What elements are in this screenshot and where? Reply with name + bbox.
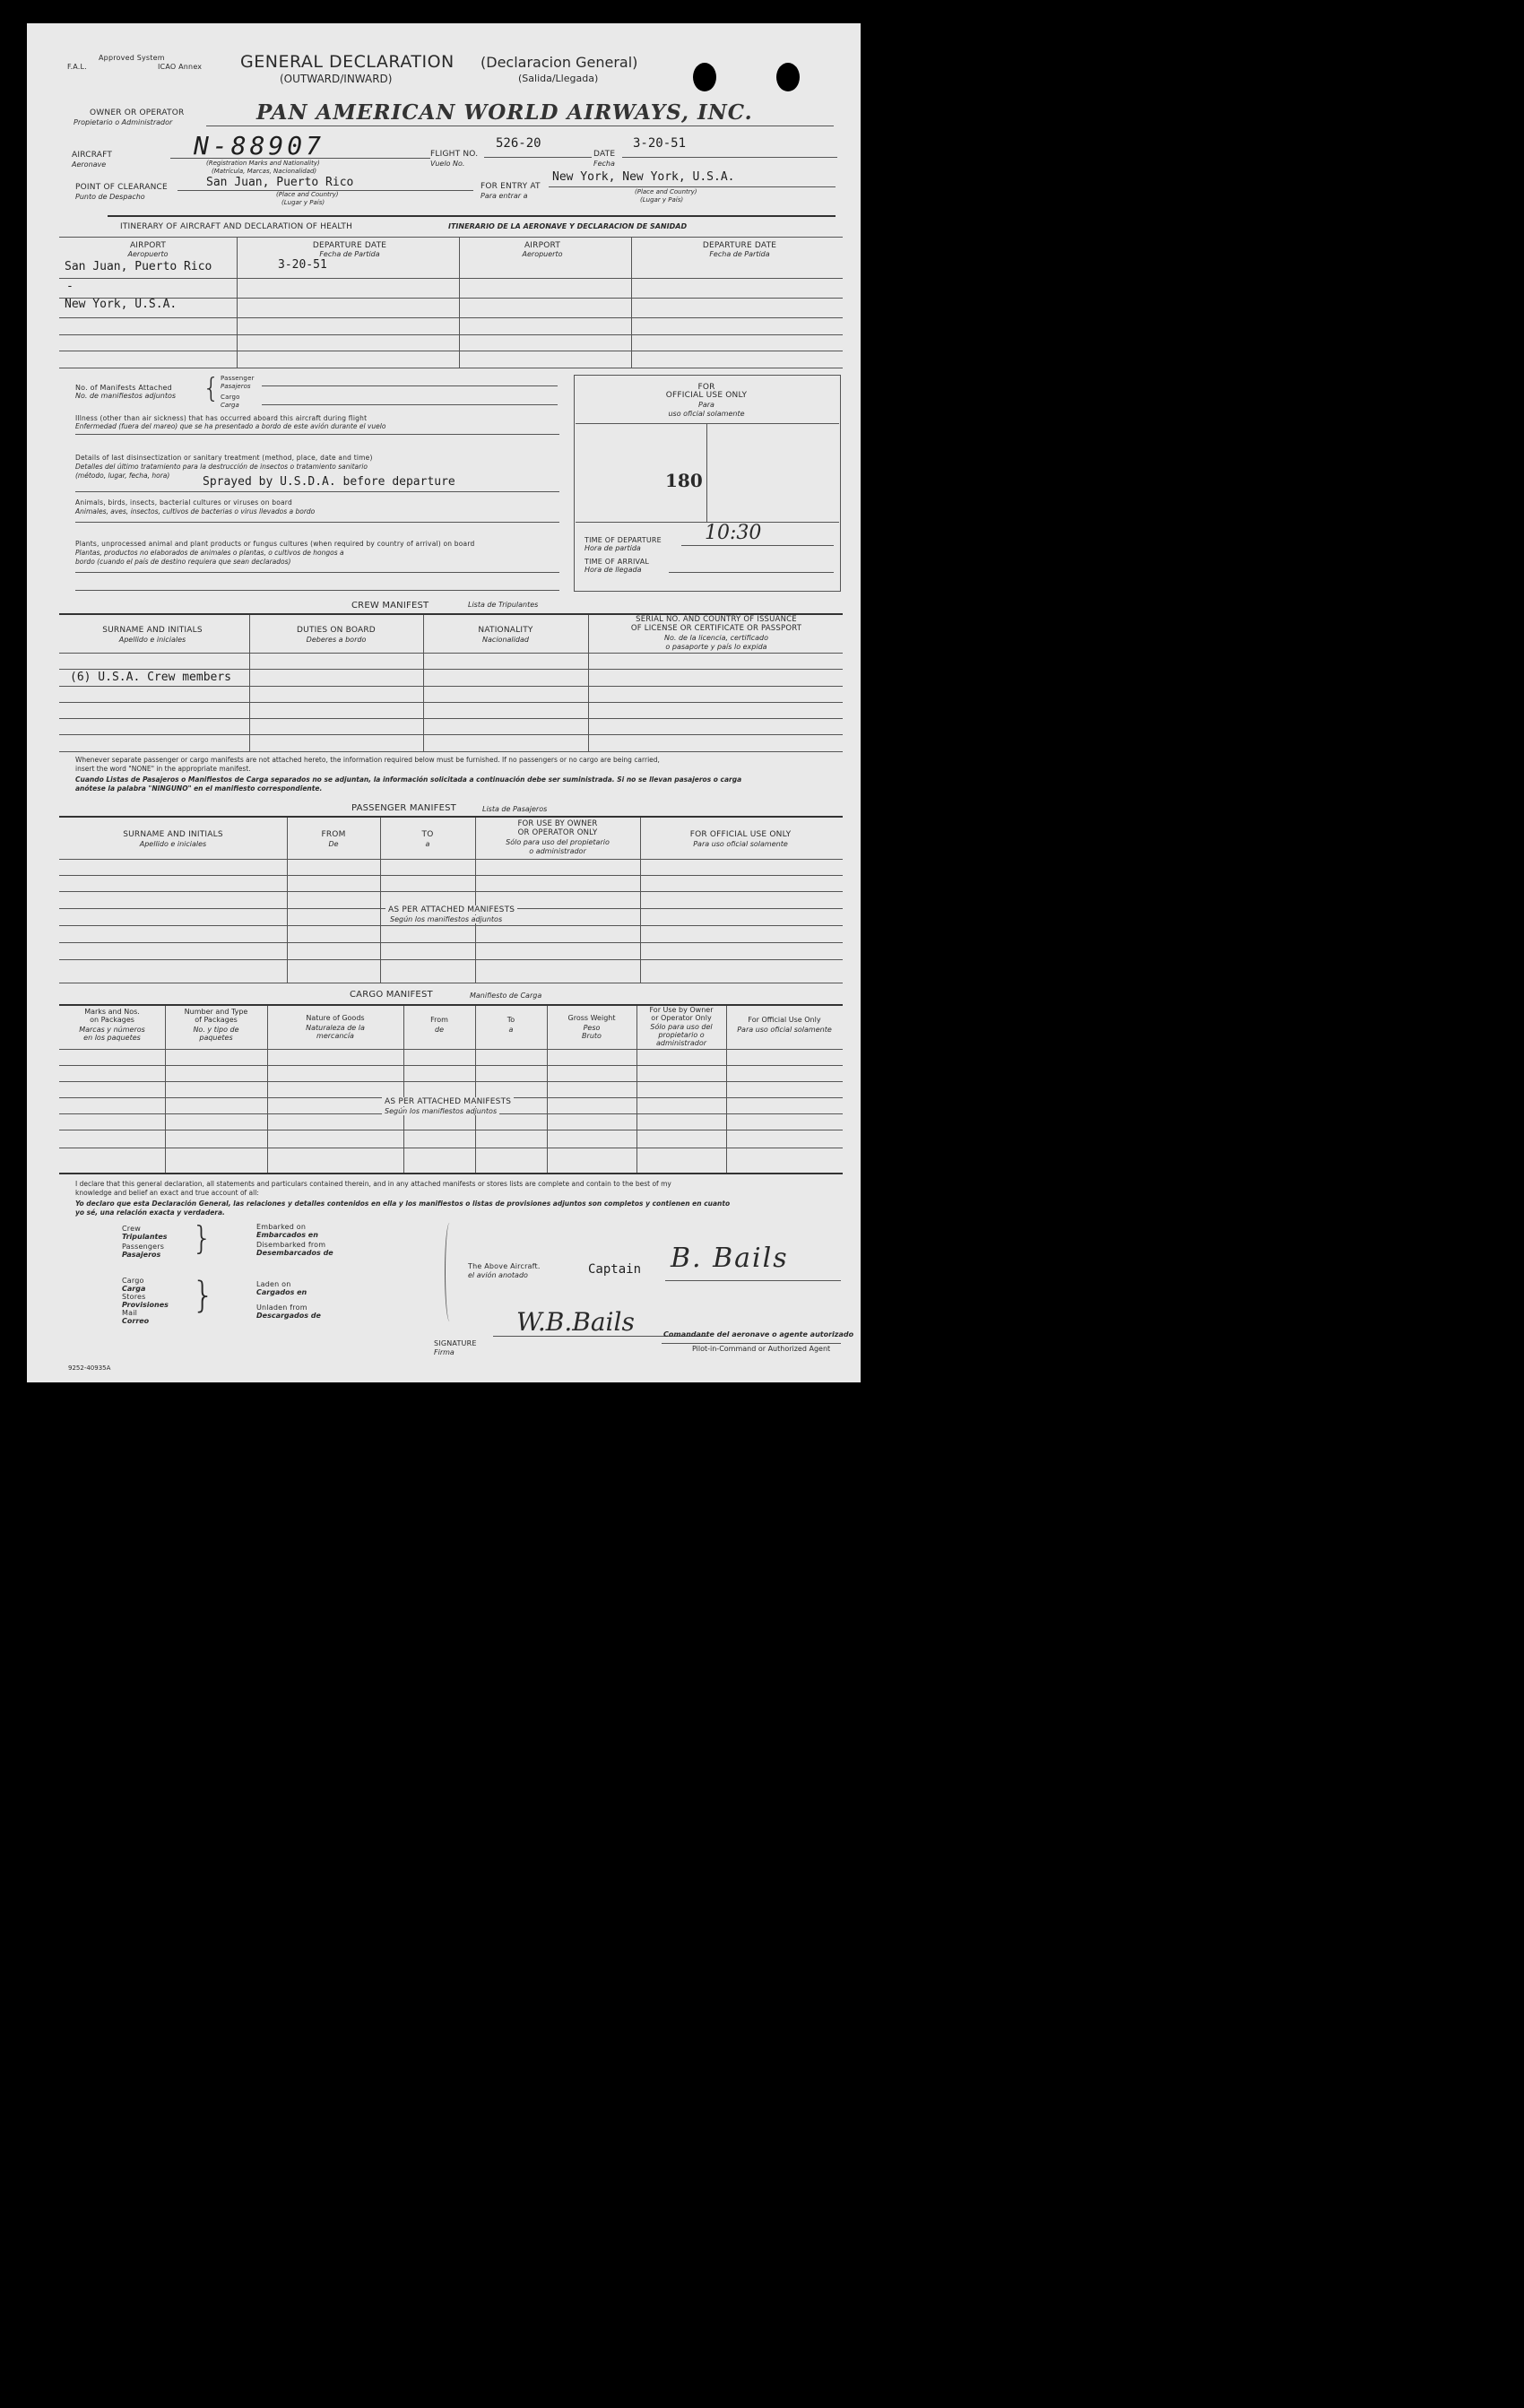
arrival-time-label-es: Hora de llegada bbox=[584, 566, 642, 574]
cargo-col8: For Official Use Only bbox=[748, 1016, 821, 1024]
entry-label-es: Para entrar a bbox=[481, 192, 528, 200]
cargo-attached: AS PER ATTACHED MANIFESTS bbox=[382, 1097, 514, 1106]
role-line bbox=[662, 1343, 841, 1344]
pax-col3-es: a bbox=[425, 840, 430, 848]
clearance-value: San Juan, Puerto Rico bbox=[206, 176, 354, 189]
animals-label: Animals, birds, insects, bacterial cultures or viruses on board bbox=[75, 498, 292, 507]
itin-col-departure: DEPARTURE DATE bbox=[312, 241, 387, 250]
cargo-col6-es: Peso bbox=[583, 1024, 601, 1032]
cargo-col7-es: Sólo para uso del bbox=[650, 1023, 713, 1031]
totals-laden: Laden on bbox=[256, 1280, 291, 1288]
plants-label-es2: bordo (cuando el país de destino requiera que sean declarados) bbox=[75, 558, 291, 566]
flight-value: 526-20 bbox=[496, 136, 541, 151]
brace: } bbox=[192, 1275, 215, 1316]
entry-sub-es: (Lugar y País) bbox=[640, 196, 684, 204]
passenger-manifest-line bbox=[262, 385, 558, 386]
aircraft-sub-es: (Matrícula, Marcas, Nacionalidad) bbox=[212, 168, 317, 175]
crew-rule bbox=[59, 751, 843, 752]
big-brace bbox=[445, 1223, 455, 1321]
entry-line bbox=[549, 186, 836, 187]
crew-rule bbox=[59, 686, 843, 687]
departure-time-label-es: Hora de partida bbox=[584, 544, 641, 552]
form-title: GENERAL DECLARATION bbox=[240, 52, 455, 72]
pax-col4: FOR USE BY OWNER bbox=[517, 819, 598, 828]
itin-row1-airport: San Juan, Puerto Rico bbox=[65, 260, 212, 273]
disinsect-label-es2: (método, lugar, fecha, hora) bbox=[75, 472, 170, 480]
itinerary-top-rule bbox=[108, 215, 836, 217]
plants-label-es: Plantas, productos no elaborados de animales o plantas, o cultivos de hongos a bbox=[75, 549, 344, 557]
totals-cargo-es: Carga bbox=[122, 1285, 146, 1293]
notice-es: Cuando Listas de Pasajeros o Manifiestos de Carga separados no se adjuntan, la información solicitada a continuación debe ser suministrada. Si no se llevan pasajeros o carga bbox=[75, 775, 742, 784]
punch-hole bbox=[776, 63, 800, 91]
cargo-col2-es2: paquetes bbox=[199, 1034, 233, 1042]
cargo-col1-es2: en los paquetes bbox=[83, 1034, 141, 1042]
disinsect-label: Details of last disinsectization or sanitary treatment (method, place, date and time) bbox=[75, 454, 373, 462]
crew-col-divider bbox=[423, 615, 424, 751]
crew-col3: NATIONALITY bbox=[478, 626, 533, 635]
totals-disembarked: Disembarked from bbox=[256, 1241, 326, 1249]
itin-col-airport-2-es: Aeropuerto bbox=[522, 250, 563, 258]
pax-col-divider bbox=[287, 818, 288, 983]
totals-unladen: Unladen from bbox=[256, 1304, 307, 1312]
crew-col4: SERIAL NO. AND COUNTRY OF ISSUANCE bbox=[636, 615, 797, 624]
signature-label-es: Firma bbox=[434, 1348, 455, 1356]
itin-col-divider bbox=[237, 237, 238, 368]
plants-label: Plants, unprocessed animal and plant products or fungus cultures (when required by country of arrival) on board bbox=[75, 540, 475, 548]
itinerary-header-line bbox=[59, 237, 843, 238]
above-aircraft: The Above Aircraft. bbox=[468, 1262, 541, 1270]
crew-col2-es: Deberes a bordo bbox=[306, 636, 367, 644]
cargo-col2: Number and Type bbox=[184, 1008, 248, 1016]
manifests-label-es: No. de manifiestos adjuntos bbox=[75, 392, 177, 400]
pax-col1: SURNAME AND INITIALS bbox=[123, 830, 223, 839]
crew-rule bbox=[59, 669, 843, 670]
captain-line bbox=[665, 1280, 841, 1281]
signature-label: SIGNATURE bbox=[434, 1339, 477, 1347]
official-number: 180 bbox=[665, 470, 703, 491]
pax-col-divider bbox=[475, 818, 476, 983]
pax-col3: TO bbox=[421, 830, 434, 839]
official-inner-line bbox=[576, 423, 839, 424]
passenger-top-rule bbox=[59, 816, 843, 818]
crew-title-es: Lista de Tripulantes bbox=[468, 601, 539, 609]
itin-rule bbox=[59, 317, 843, 318]
pax-rule bbox=[59, 891, 843, 892]
crew-col4-es2: o pasaporte y país lo expida bbox=[665, 643, 767, 651]
cargo-attached-es: Según los manifiestos adjuntos bbox=[382, 1107, 499, 1115]
cargo-col1: Marks and Nos. bbox=[84, 1008, 140, 1016]
pax-attached-es: Según los manifiestos adjuntos bbox=[387, 915, 505, 923]
passenger-title: PASSENGER MANIFEST bbox=[351, 803, 456, 813]
official-inner-divider bbox=[706, 423, 707, 522]
cargo-col5: To bbox=[507, 1016, 515, 1024]
departure-time-label: TIME OF DEPARTURE bbox=[584, 536, 662, 544]
pax-rule bbox=[59, 859, 843, 860]
passenger-label-es: Pasajeros bbox=[221, 383, 251, 390]
passenger-title-es: Lista de Pasajeros bbox=[482, 805, 548, 813]
cargo-col7: For Use by Owner bbox=[649, 1006, 714, 1014]
pax-col-divider bbox=[380, 818, 381, 983]
clearance-label: POINT OF CLEARANCE bbox=[75, 183, 168, 192]
pax-attached: AS PER ATTACHED MANIFESTS bbox=[385, 905, 517, 914]
animals-label-es: Animales, aves, insectos, cultivos de bacterias o virus llevados a bordo bbox=[75, 507, 316, 515]
itin-rule bbox=[59, 334, 843, 335]
cargo-title: CARGO MANIFEST bbox=[350, 990, 433, 1000]
totals-unladen-es: Descargados de bbox=[256, 1312, 321, 1320]
totals-embarked: Embarked on bbox=[256, 1223, 307, 1231]
disinsect-line bbox=[75, 491, 559, 492]
totals-embarked-es: Embarcados en bbox=[256, 1231, 318, 1239]
cargo-col7b: or Operator Only bbox=[651, 1014, 712, 1022]
form-number: 9252-40935A bbox=[68, 1364, 111, 1372]
itin-col-divider bbox=[459, 237, 460, 368]
itin-col-airport-2: AIRPORT bbox=[524, 241, 561, 250]
cargo-col1-es: Marcas y números bbox=[79, 1026, 145, 1034]
crew-rule bbox=[59, 653, 843, 654]
captain-label: Captain bbox=[588, 1262, 642, 1277]
cargo-col8-es: Para uso oficial solamente bbox=[737, 1026, 832, 1034]
departure-time-value: 10:30 bbox=[705, 522, 762, 544]
owner-label: OWNER OR OPERATOR bbox=[90, 108, 185, 117]
cargo-rule bbox=[59, 1081, 843, 1082]
crew-col1-es: Apellido e iniciales bbox=[118, 636, 186, 644]
totals-crew: Crew bbox=[122, 1225, 141, 1233]
itinerary-title-es: ITINERARIO DE LA AERONAVE Y DECLARACION DE SANIDAD bbox=[448, 222, 688, 230]
crew-rule bbox=[59, 702, 843, 703]
cargo-bottom-rule bbox=[59, 1173, 843, 1174]
declaration-en: I declare that this general declaration, all statements and particulars contained therein, and in any attached manifests or stores lists are complete and contain to the best of my bbox=[75, 1180, 671, 1188]
approval-system: Approved System bbox=[99, 54, 165, 62]
aircraft-line bbox=[170, 158, 430, 159]
official-for: FOR bbox=[697, 383, 715, 392]
aircraft-sub: (Registration Marks and Nationality) bbox=[206, 160, 320, 167]
crew-col-divider bbox=[588, 615, 589, 751]
notice-en2: insert the word "NONE" in the appropriate manifest. bbox=[75, 765, 251, 773]
clearance-sub-es: (Lugar y País) bbox=[281, 199, 325, 206]
cargo-col3-es2: mercancía bbox=[316, 1032, 354, 1040]
pax-col2: FROM bbox=[321, 830, 346, 839]
crew-col2: DUTIES ON BOARD bbox=[297, 626, 376, 635]
date-label: DATE bbox=[593, 150, 616, 159]
plants-line bbox=[75, 572, 559, 573]
pax-col2-es: De bbox=[328, 840, 339, 848]
itin-row2-airport: - bbox=[66, 280, 74, 293]
pax-col4-es: Sólo para uso del propietario bbox=[506, 838, 610, 846]
crew-rule bbox=[59, 734, 843, 735]
clearance-sub: (Place and Country) bbox=[276, 191, 339, 198]
cargo-col5-es: a bbox=[508, 1026, 514, 1034]
totals-mail-es: Correo bbox=[122, 1317, 150, 1325]
declaration-es2: yo sé, una relación exacta y verdadera. bbox=[75, 1208, 225, 1217]
date-line bbox=[622, 157, 837, 158]
pax-col1-es: Apellido e iniciales bbox=[139, 840, 207, 848]
illness-label: Illness (other than air sickness) that has occurred aboard this aircraft during flight bbox=[75, 414, 368, 422]
cargo-top-rule bbox=[59, 1004, 843, 1006]
pax-col5: FOR OFFICIAL USE ONLY bbox=[689, 830, 792, 839]
cargo-col3: Nature of Goods bbox=[306, 1014, 365, 1022]
official-para: Para bbox=[698, 401, 714, 409]
approval-icao: ICAO Annex bbox=[158, 63, 203, 71]
cargo-col6-es2: Bruto bbox=[582, 1032, 602, 1040]
aircraft-label: AIRCRAFT bbox=[72, 151, 113, 160]
crew-col-divider bbox=[249, 615, 250, 751]
itin-row1-date: 3-20-51 bbox=[278, 258, 327, 272]
itinerary-title: ITINERARY OF AIRCRAFT AND DECLARATION OF HEALTH bbox=[120, 222, 353, 231]
pax-col4-es2: o administrador bbox=[529, 847, 586, 855]
pax-rule bbox=[59, 875, 843, 876]
clearance-label-es: Punto de Despacho bbox=[75, 193, 145, 201]
disinsect-label-es: Detalles del último tratamiento para la destrucción de insectos o tratamiento sanitario bbox=[75, 463, 368, 471]
crew-rule bbox=[59, 718, 843, 719]
form-title-es: (Declaracion General) bbox=[481, 54, 638, 71]
owner-label-es: Propietario o Administrador bbox=[74, 118, 173, 126]
passenger-label: Passenger bbox=[221, 375, 255, 382]
crew-col3-es: Nacionalidad bbox=[482, 636, 529, 644]
cargo-col7-es3: administrador bbox=[655, 1039, 707, 1047]
aircraft-value: N-88907 bbox=[194, 131, 325, 160]
itin-col-departure-es: Fecha de Partida bbox=[319, 250, 380, 258]
itin-col-departure-2: DEPARTURE DATE bbox=[702, 241, 777, 250]
cargo-col4: From bbox=[430, 1016, 448, 1024]
crew-col1: SURNAME AND INITIALS bbox=[102, 626, 203, 635]
declaration-sheet bbox=[27, 23, 861, 1382]
cargo-col4-es: de bbox=[435, 1026, 444, 1034]
illness-line bbox=[75, 434, 559, 435]
official-para2: uso oficial solamente bbox=[668, 410, 745, 418]
form-title-es-sub: (Salida/Llegada) bbox=[518, 73, 599, 84]
totals-mail: Mail bbox=[122, 1309, 138, 1317]
cargo-col6: Gross Weight bbox=[567, 1014, 616, 1022]
disinsect-value: Sprayed by U.S.D.A. before departure bbox=[203, 475, 455, 489]
animals-line bbox=[75, 522, 559, 523]
cargo-rule bbox=[59, 1049, 843, 1050]
departure-time-line bbox=[681, 545, 834, 546]
itin-col-airport-es: Aeropuerto bbox=[127, 250, 169, 258]
signature-role: Pilot-in-Command or Authorized Agent bbox=[692, 1345, 831, 1353]
totals-passengers: Passengers bbox=[122, 1243, 165, 1251]
cargo-col2b: of Packages bbox=[195, 1016, 238, 1024]
entry-value: New York, New York, U.S.A. bbox=[552, 170, 735, 184]
brace: } bbox=[192, 1220, 212, 1257]
cargo-label: Cargo bbox=[221, 394, 240, 401]
cargo-rule bbox=[59, 1065, 843, 1066]
crew-entry: (6) U.S.A. Crew members bbox=[70, 671, 232, 684]
crew-col4b: OF LICENSE OR CERTIFICATE OR PASSPORT bbox=[630, 624, 802, 633]
declaration-es: Yo declaro que esta Declaración General, las relaciones y detalles contenidos en ella y los manifiestos o listas de provisiones adjuntos son completos y contienen en cuanto bbox=[75, 1200, 731, 1208]
totals-passengers-es: Pasajeros bbox=[122, 1251, 161, 1259]
illness-label-es: Enfermedad (fuera del mareo) que se ha presentado a bordo de este avión durante el vuelo bbox=[75, 422, 386, 430]
crew-col4-es: No. de la licencia, certificado bbox=[663, 634, 769, 642]
punch-hole bbox=[693, 63, 716, 91]
entry-label: FOR ENTRY AT bbox=[481, 182, 541, 191]
date-label-es: Fecha bbox=[593, 160, 615, 168]
totals-crew-es: Tripulantes bbox=[122, 1233, 168, 1241]
itin-col-divider bbox=[631, 237, 632, 368]
date-value: 3-20-51 bbox=[633, 136, 687, 151]
cargo-col3-es: Naturaleza de la bbox=[306, 1024, 365, 1032]
itin-rule bbox=[59, 278, 843, 279]
itin-col-departure-2-es: Fecha de Partida bbox=[709, 250, 770, 258]
pax-col4b: OR OPERATOR ONLY bbox=[517, 828, 598, 837]
crew-title: CREW MANIFEST bbox=[351, 601, 429, 611]
totals-stores-es: Provisiones bbox=[122, 1301, 169, 1309]
itin-col-airport: AIRPORT bbox=[129, 241, 167, 250]
itin-row3-airport: New York, U.S.A. bbox=[65, 298, 178, 311]
notice-en: Whenever separate passenger or cargo manifests are not attached hereto, the information required below must be furnished. If no passengers or no cargo are being carried, bbox=[75, 756, 660, 764]
brace: { bbox=[203, 373, 221, 404]
above-aircraft-es: el avión anotado bbox=[468, 1271, 528, 1279]
pax-rule bbox=[59, 959, 843, 960]
pax-col-divider bbox=[640, 818, 641, 983]
totals-laden-es: Cargados en bbox=[256, 1288, 307, 1296]
pax-rule bbox=[59, 925, 843, 926]
cargo-label-es: Carga bbox=[221, 402, 239, 409]
plants-line-2 bbox=[75, 590, 559, 591]
declaration-en2: knowledge and belief an exact and true account of all: bbox=[75, 1189, 259, 1197]
totals-stores: Stores bbox=[122, 1293, 146, 1301]
pax-rule bbox=[59, 942, 843, 943]
arrival-time-label: TIME OF ARRIVAL bbox=[584, 558, 650, 566]
totals-disembarked-es: Desembarcados de bbox=[256, 1249, 333, 1257]
approval-left: F.A.L. bbox=[67, 63, 87, 71]
flight-label-es: Vuelo No. bbox=[430, 160, 465, 168]
official-title: OFFICIAL USE ONLY bbox=[665, 391, 748, 400]
flight-label: FLIGHT NO. bbox=[430, 150, 479, 159]
cargo-manifest-line bbox=[262, 404, 558, 405]
owner-value: PAN AMERICAN WORLD AIRWAYS, INC. bbox=[256, 100, 753, 125]
cargo-col7-es2: propietario o bbox=[658, 1031, 705, 1039]
pax-col5-es: Para uso oficial solamente bbox=[693, 840, 788, 848]
form-title-sub: (OUTWARD/INWARD) bbox=[280, 73, 393, 85]
cargo-title-es: Manifiesto de Carga bbox=[470, 992, 542, 1000]
flight-line bbox=[484, 157, 592, 158]
cargo-col1b: on Packages bbox=[90, 1016, 134, 1024]
signature-role-es: Comandante del aeronave o agente autorizado bbox=[663, 1330, 854, 1338]
notice-es2: anótese la palabra "NINGUNO" en el manifiesto correspondiente. bbox=[75, 784, 323, 793]
aircraft-label-es: Aeronave bbox=[72, 160, 107, 169]
captain-name: B. Bails bbox=[671, 1243, 789, 1274]
entry-sub: (Place and Country) bbox=[635, 188, 697, 195]
arrival-time-line bbox=[669, 572, 834, 573]
cargo-col2-es: No. y tipo de bbox=[193, 1026, 239, 1034]
signature-value: W.B.Bails bbox=[516, 1307, 635, 1337]
totals-cargo: Cargo bbox=[122, 1277, 144, 1285]
manifests-label: No. of Manifests Attached bbox=[75, 384, 172, 392]
